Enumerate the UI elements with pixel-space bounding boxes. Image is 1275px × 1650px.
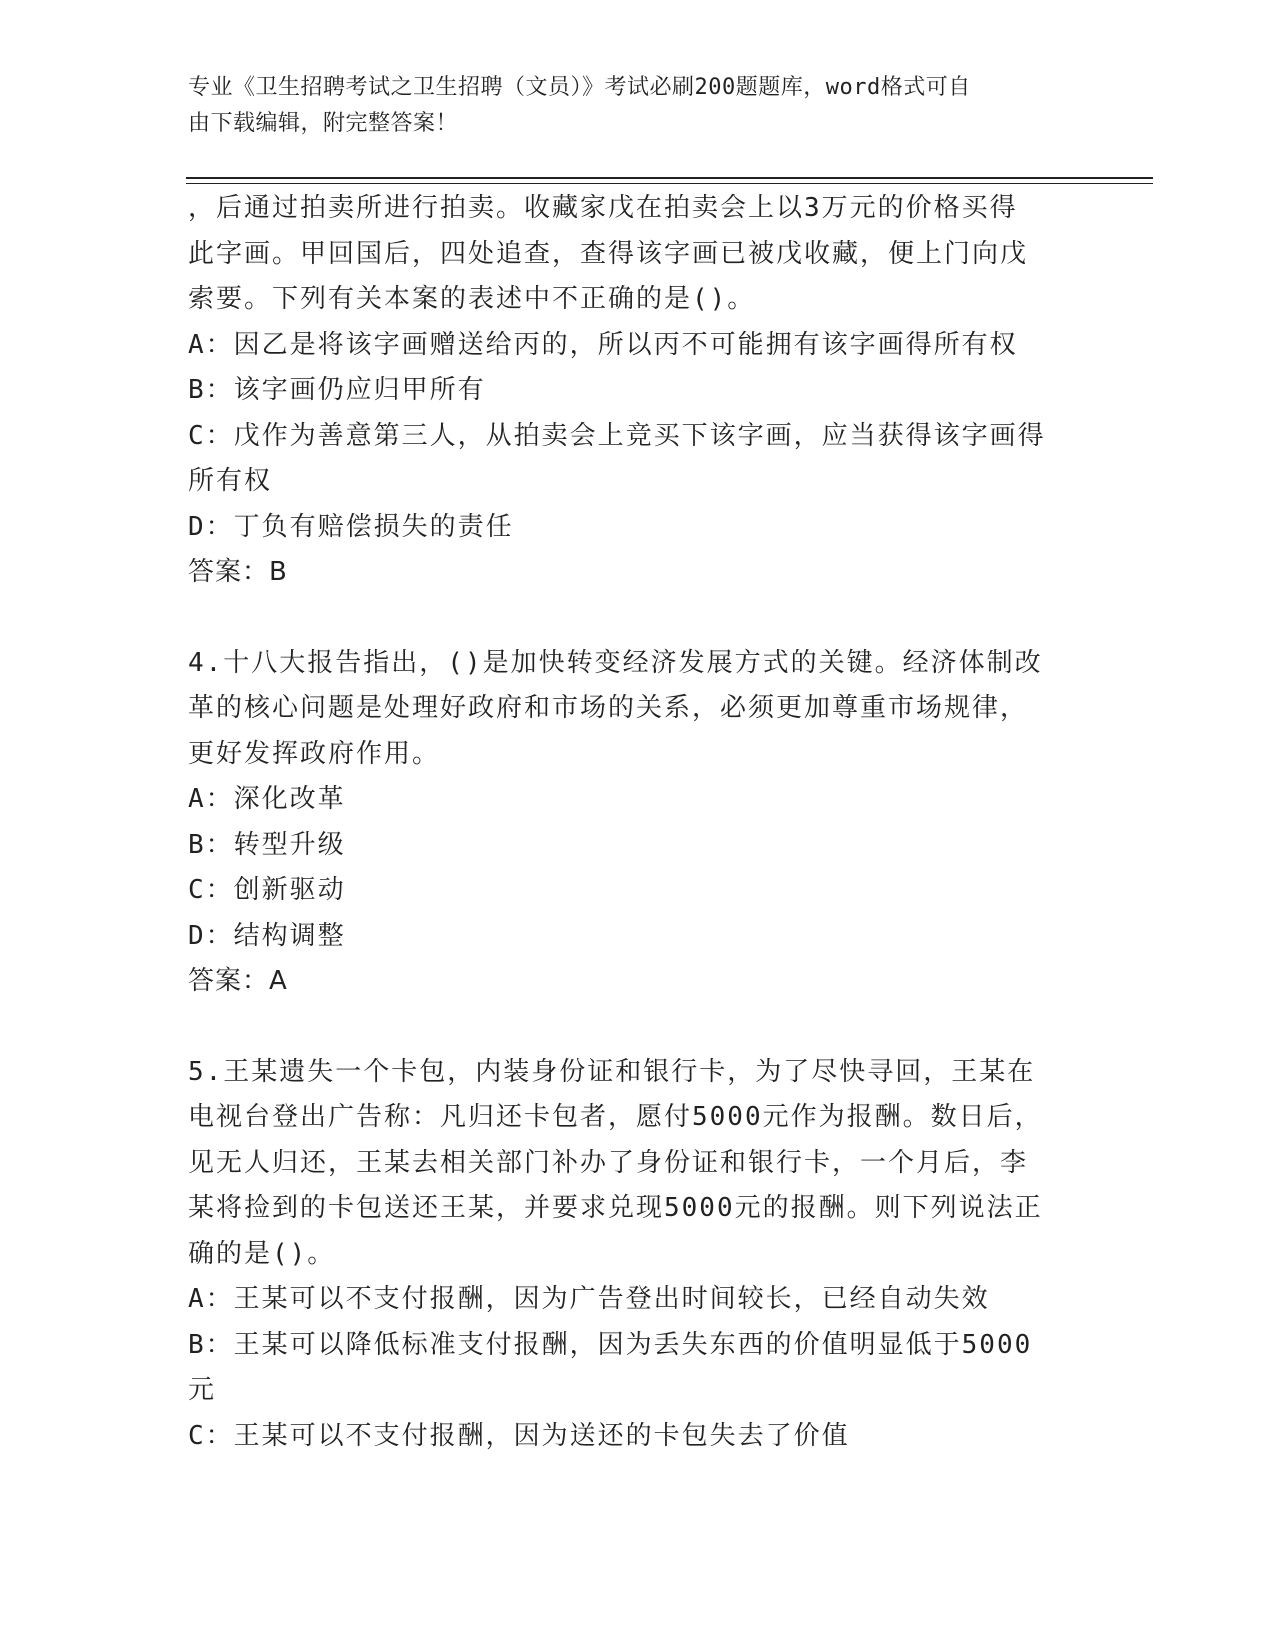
question-stem-line: 5.王某遗失一个卡包，内装身份证和银行卡，为了尽快寻回，王某在 bbox=[188, 1056, 1036, 1087]
answer-label: 答案：A bbox=[188, 966, 288, 996]
question-stem-line: ，后通过拍卖所进行拍卖。收藏家戊在拍卖会上以3万元的价格买得 bbox=[188, 193, 1018, 223]
option-b: B：王某可以降低标准支付报酬，因为丢失东西的价值明显低于5000 bbox=[188, 1329, 1033, 1360]
answer-label: 答案：B bbox=[188, 557, 288, 587]
option-c-continued: 所有权 bbox=[188, 466, 273, 496]
question-5 bbox=[188, 1050, 1088, 1460]
question-stem-line: 更好发挥政府作用。 bbox=[188, 738, 441, 769]
option-c: C：戊作为善意第三人，从拍卖会上竞买下该字画，应当获得该字画得 bbox=[188, 420, 1046, 451]
question-stem-line: 某将捡到的卡包送还王某，并要求兑现5000元的报酬。则下列说法正 bbox=[188, 1193, 1043, 1223]
header-divider-thin bbox=[186, 183, 1153, 184]
option-b-continued: 元 bbox=[188, 1375, 217, 1405]
question-stem-line: 4.十八大报告指出，()是加快转变经济发展方式的关键。经济体制改 bbox=[188, 647, 1043, 678]
option-b: B：转型升级 bbox=[188, 829, 346, 860]
document-header bbox=[188, 70, 1068, 142]
question-stem-line: 革的核心问题是处理好政府和市场的关系，必须更加尊重市场规律， bbox=[188, 693, 1029, 723]
option-d: D：结构调整 bbox=[188, 920, 346, 951]
option-d: D：丁负有赔偿损失的责任 bbox=[188, 511, 514, 542]
question-stem-line: 确的是()。 bbox=[188, 1238, 336, 1269]
option-a: A：王某可以不支付报酬，因为广告登出时间较长，已经自动失效 bbox=[188, 1284, 990, 1314]
option-b: B：该字画仍应归甲所有 bbox=[188, 375, 486, 405]
option-c: C：王某可以不支付报酬，因为送还的卡包失去了价值 bbox=[188, 1420, 850, 1451]
header-line-2: 由下载编辑，附完整答案！ bbox=[188, 111, 459, 136]
question-stem-line: 见无人归还，王某去相关部门补办了身份证和银行卡，一个月后，李 bbox=[188, 1147, 1029, 1178]
option-a: A：因乙是将该字画赠送给丙的，所以丙不可能拥有该字画得所有权 bbox=[188, 329, 1018, 360]
question-stem-line: 索要。下列有关本案的表述中不正确的是()。 bbox=[188, 284, 756, 314]
question-4 bbox=[188, 641, 1088, 1005]
header-line-1: 专业《卫生招聘考试之卫生招聘（文员）》考试必刷200题题库，word格式可自 bbox=[188, 75, 971, 100]
option-c: C：创新驱动 bbox=[188, 875, 346, 905]
document-body bbox=[188, 186, 1088, 1459]
question-3 bbox=[188, 186, 1088, 596]
option-a: A：深化改革 bbox=[188, 784, 346, 814]
question-stem-line: 电视台登出广告称：凡归还卡包者，愿付5000元作为报酬。数日后， bbox=[188, 1102, 1043, 1132]
question-stem-line: 此字画。甲回国后，四处追查，查得该字画已被戊收藏，便上门向戊 bbox=[188, 238, 1029, 269]
header-divider-thick bbox=[186, 177, 1153, 179]
